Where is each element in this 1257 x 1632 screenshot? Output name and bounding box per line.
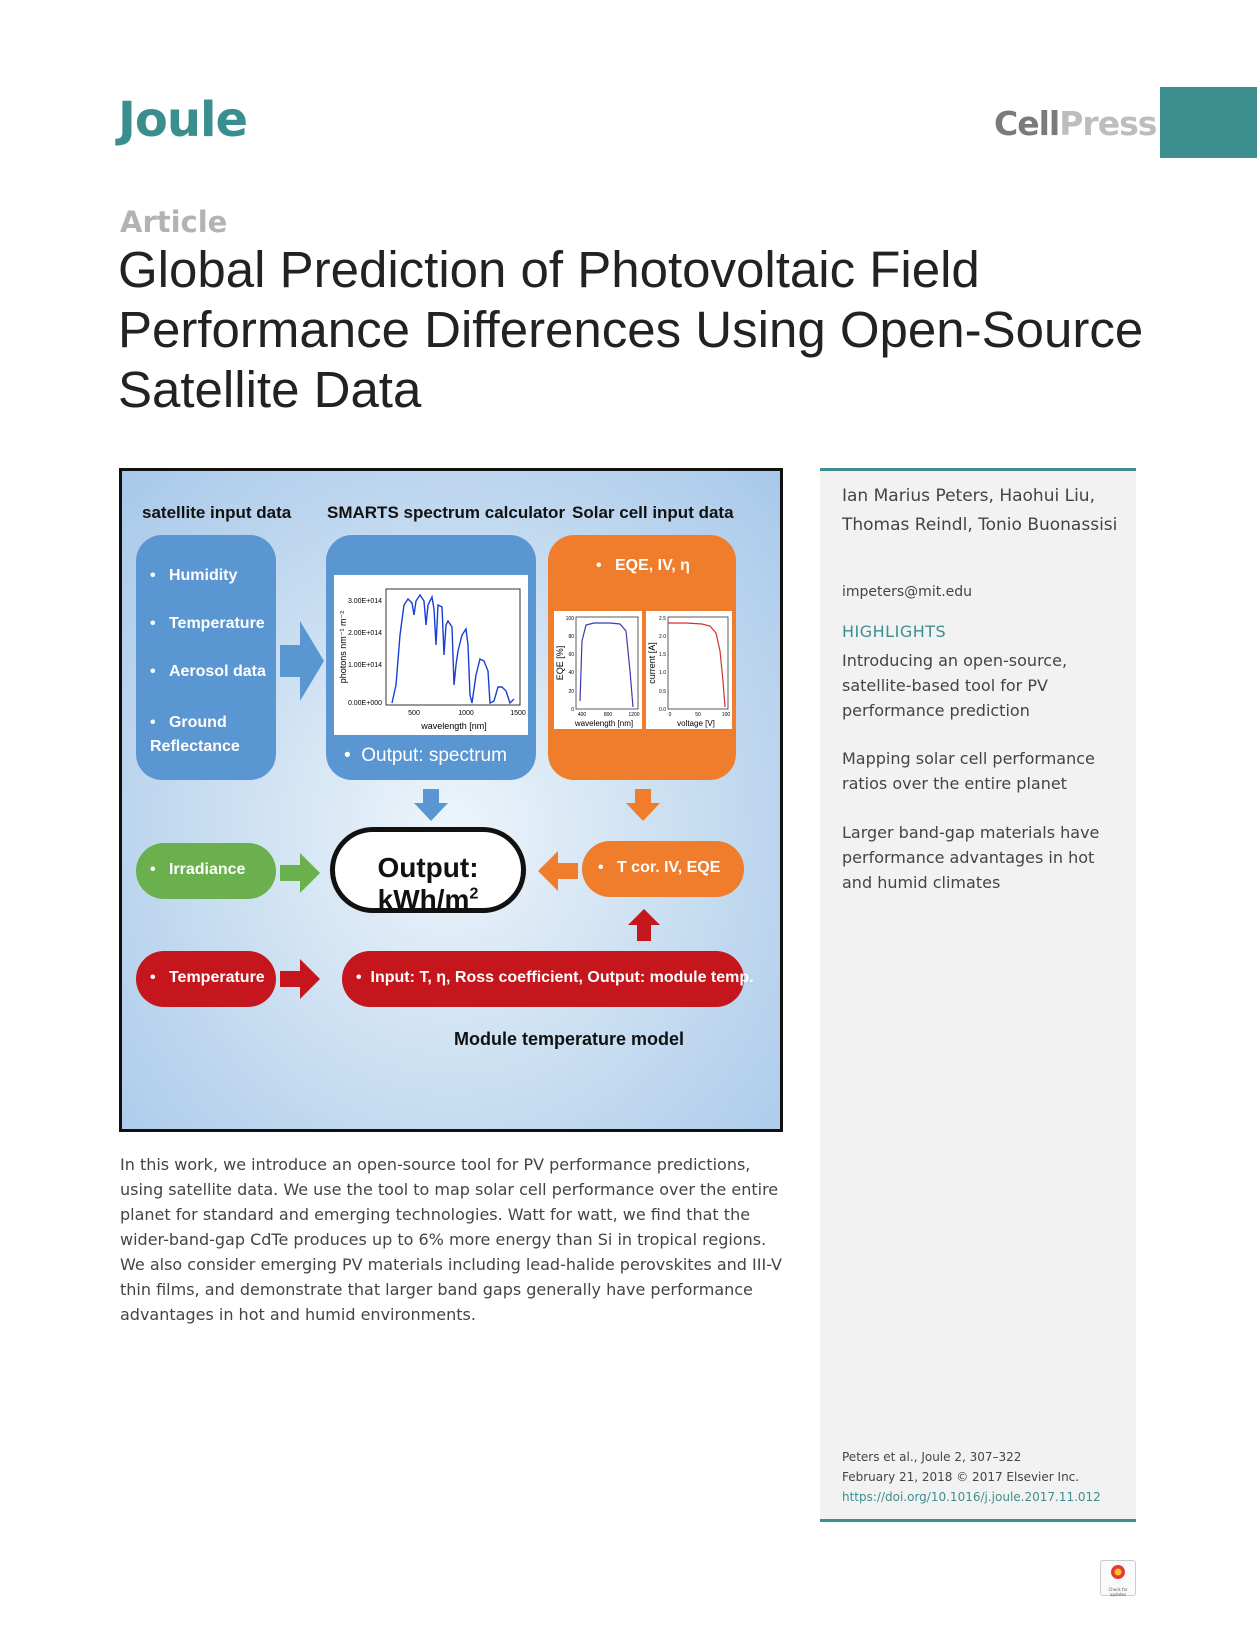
spectrum-plot: [334, 575, 528, 735]
eqe-xtick: 400: [577, 712, 587, 718]
module-temperature-model-label: Module temperature model: [454, 1029, 685, 1049]
spectrum-ytick: 1.00E+014: [347, 662, 382, 669]
heading-solar-cell-input: Solar cell input data: [572, 503, 734, 522]
iv-xtick: 0: [668, 712, 672, 718]
highlight-item: Larger band-gap materials have performance advantages in hot and humid climates: [842, 823, 1100, 892]
eqe-plot: [554, 611, 642, 729]
eqe-ylabel: EQE [%]: [555, 645, 565, 681]
article-title: Global Prediction of Photovoltaic Field Performance Differences Using Open-Source Satellite Data: [118, 241, 1144, 418]
graphical-abstract: [119, 468, 783, 1132]
update-check-icon: [1101, 1561, 1135, 1583]
output-energy-box: [330, 827, 526, 913]
iv-plot: [646, 611, 732, 729]
eqe-xtick: 800: [603, 712, 613, 718]
correspondence-email[interactable]: impeters@mit.edu: [842, 584, 973, 600]
arrow-right-red-icon: [280, 959, 320, 999]
journal-logo: Joule: [118, 92, 248, 148]
badge-label: Check for updates: [1108, 1587, 1128, 1597]
item-humidity: • Humidity: [150, 567, 238, 584]
irradiance-label: • Irradiance: [150, 861, 246, 878]
citation-date: February 21, 2018 © 2017 Elsevier Inc.: [842, 1470, 1080, 1484]
module-input-label: • Input: T, η, Ross coefficient, Output: module temp.: [356, 969, 754, 986]
iv-ytick: 2.0: [659, 634, 666, 640]
spectrum-xlabel: wavelength [nm]: [421, 721, 487, 731]
arrow-left-orange-icon: [538, 851, 578, 891]
highlight-item: Introducing an open-source, satellite-based tool for PV performance prediction: [842, 651, 1068, 720]
arrow-right-blue-icon: [280, 621, 324, 701]
iv-ytick: 1.0: [659, 670, 666, 676]
citation-line: Peters et al., Joule 2, 307–322: [842, 1450, 1022, 1464]
temperature-box: [136, 951, 276, 1007]
arrow-down-orange-icon: [626, 789, 660, 821]
iv-ylabel: current [A]: [647, 642, 657, 684]
spectrum-ylabel: photons nm⁻¹ m⁻²: [338, 610, 348, 684]
publisher-logo: [994, 104, 1156, 143]
publisher-logo-cell: Cell: [994, 104, 1060, 143]
eqe-ytick: 60: [568, 652, 574, 658]
spectrum-ytick: 2.00E+014: [347, 630, 382, 637]
output-energy-label: Output: kWh/$m^2$: [377, 852, 479, 915]
spectrum-xtick: 1000: [458, 710, 474, 717]
spectrum-xtick: 500: [408, 710, 420, 717]
iv-ytick: 1.5: [659, 652, 666, 658]
eqe-ytick: 80: [568, 634, 574, 640]
iv-xlabel: voltage [V]: [677, 719, 715, 728]
check-for-updates-badge[interactable]: [1100, 1560, 1136, 1596]
eqe-ytick: 0: [571, 707, 574, 713]
eqe-ytick: 20: [568, 689, 574, 695]
publisher-logo-press: Press: [1059, 104, 1157, 143]
item-ground-reflectance: • Ground Reflectance: [150, 714, 240, 755]
arrow-down-blue-icon: [414, 789, 448, 821]
iv-ytick: 2.5: [659, 616, 666, 622]
doi-link[interactable]: https://doi.org/10.1016/j.joule.2017.11.012: [842, 1490, 1101, 1504]
highlights-heading: HIGHLIGHTS: [842, 622, 947, 641]
article-type: Article: [120, 205, 228, 239]
item-temperature: • Temperature: [150, 615, 265, 632]
irradiance-box: [136, 843, 276, 899]
eqe-xtick: 1200: [628, 712, 640, 718]
eqe-ytick: 100: [565, 616, 574, 622]
temperature-label: • Temperature: [150, 969, 265, 986]
iv-ytick: 0.0: [659, 707, 666, 713]
iv-xtick: 50: [695, 712, 701, 718]
iv-ytick: 0.5: [659, 689, 666, 695]
arrow-up-red-icon: [628, 909, 660, 941]
spectrum-ytick: 0.00E+000: [347, 700, 382, 707]
heading-smarts: SMARTS spectrum calculator: [327, 503, 566, 522]
highlight-item: Mapping solar cell performance ratios over the entire planet: [842, 749, 1095, 793]
tcor-box: [582, 841, 744, 897]
solar-cell-box: [548, 535, 736, 780]
tcor-label: • T cor. IV, EQE: [598, 859, 721, 876]
smarts-box: [326, 535, 536, 780]
header-accent-tab: [1160, 87, 1257, 158]
abstract-text: In this work, we introduce an open-source tool for PV performance predictions, using satellite data. We use the tool to map solar cell performance over the entire planet for standard and emerging technologies. Watt for watt, we find that the wider-band-gap CdTe produces up to 6% more energy than Si in tropical regions. We also consider emerging PV materials including lead-halide perovskites and III-V thin films, and demonstrate that larger band gaps generally have performance advantages in hot and humid environments.: [120, 1155, 782, 1324]
module-temp-box: [342, 951, 754, 1007]
eqe-xlabel: wavelength [nm]: [574, 719, 634, 728]
item-aerosol: • Aerosol data: [150, 663, 266, 680]
heading-satellite-input: satellite input data: [142, 503, 292, 522]
satellite-input-box: [136, 535, 276, 780]
item-eqe-iv: • EQE, IV, η: [596, 557, 690, 574]
smarts-output-label: • Output: spectrum: [344, 745, 507, 766]
iv-xtick: 100: [721, 712, 731, 718]
author-list: Ian Marius Peters, Haohui Liu, Thomas Reindl, Tonio Buonassisi: [842, 486, 1118, 535]
citation-block: [842, 1447, 1101, 1507]
spectrum-xtick: 1500: [510, 710, 526, 717]
spectrum-ytick: 3.00E+014: [347, 598, 382, 605]
eqe-ytick: 40: [568, 670, 574, 676]
arrow-right-green-icon: [280, 853, 320, 893]
